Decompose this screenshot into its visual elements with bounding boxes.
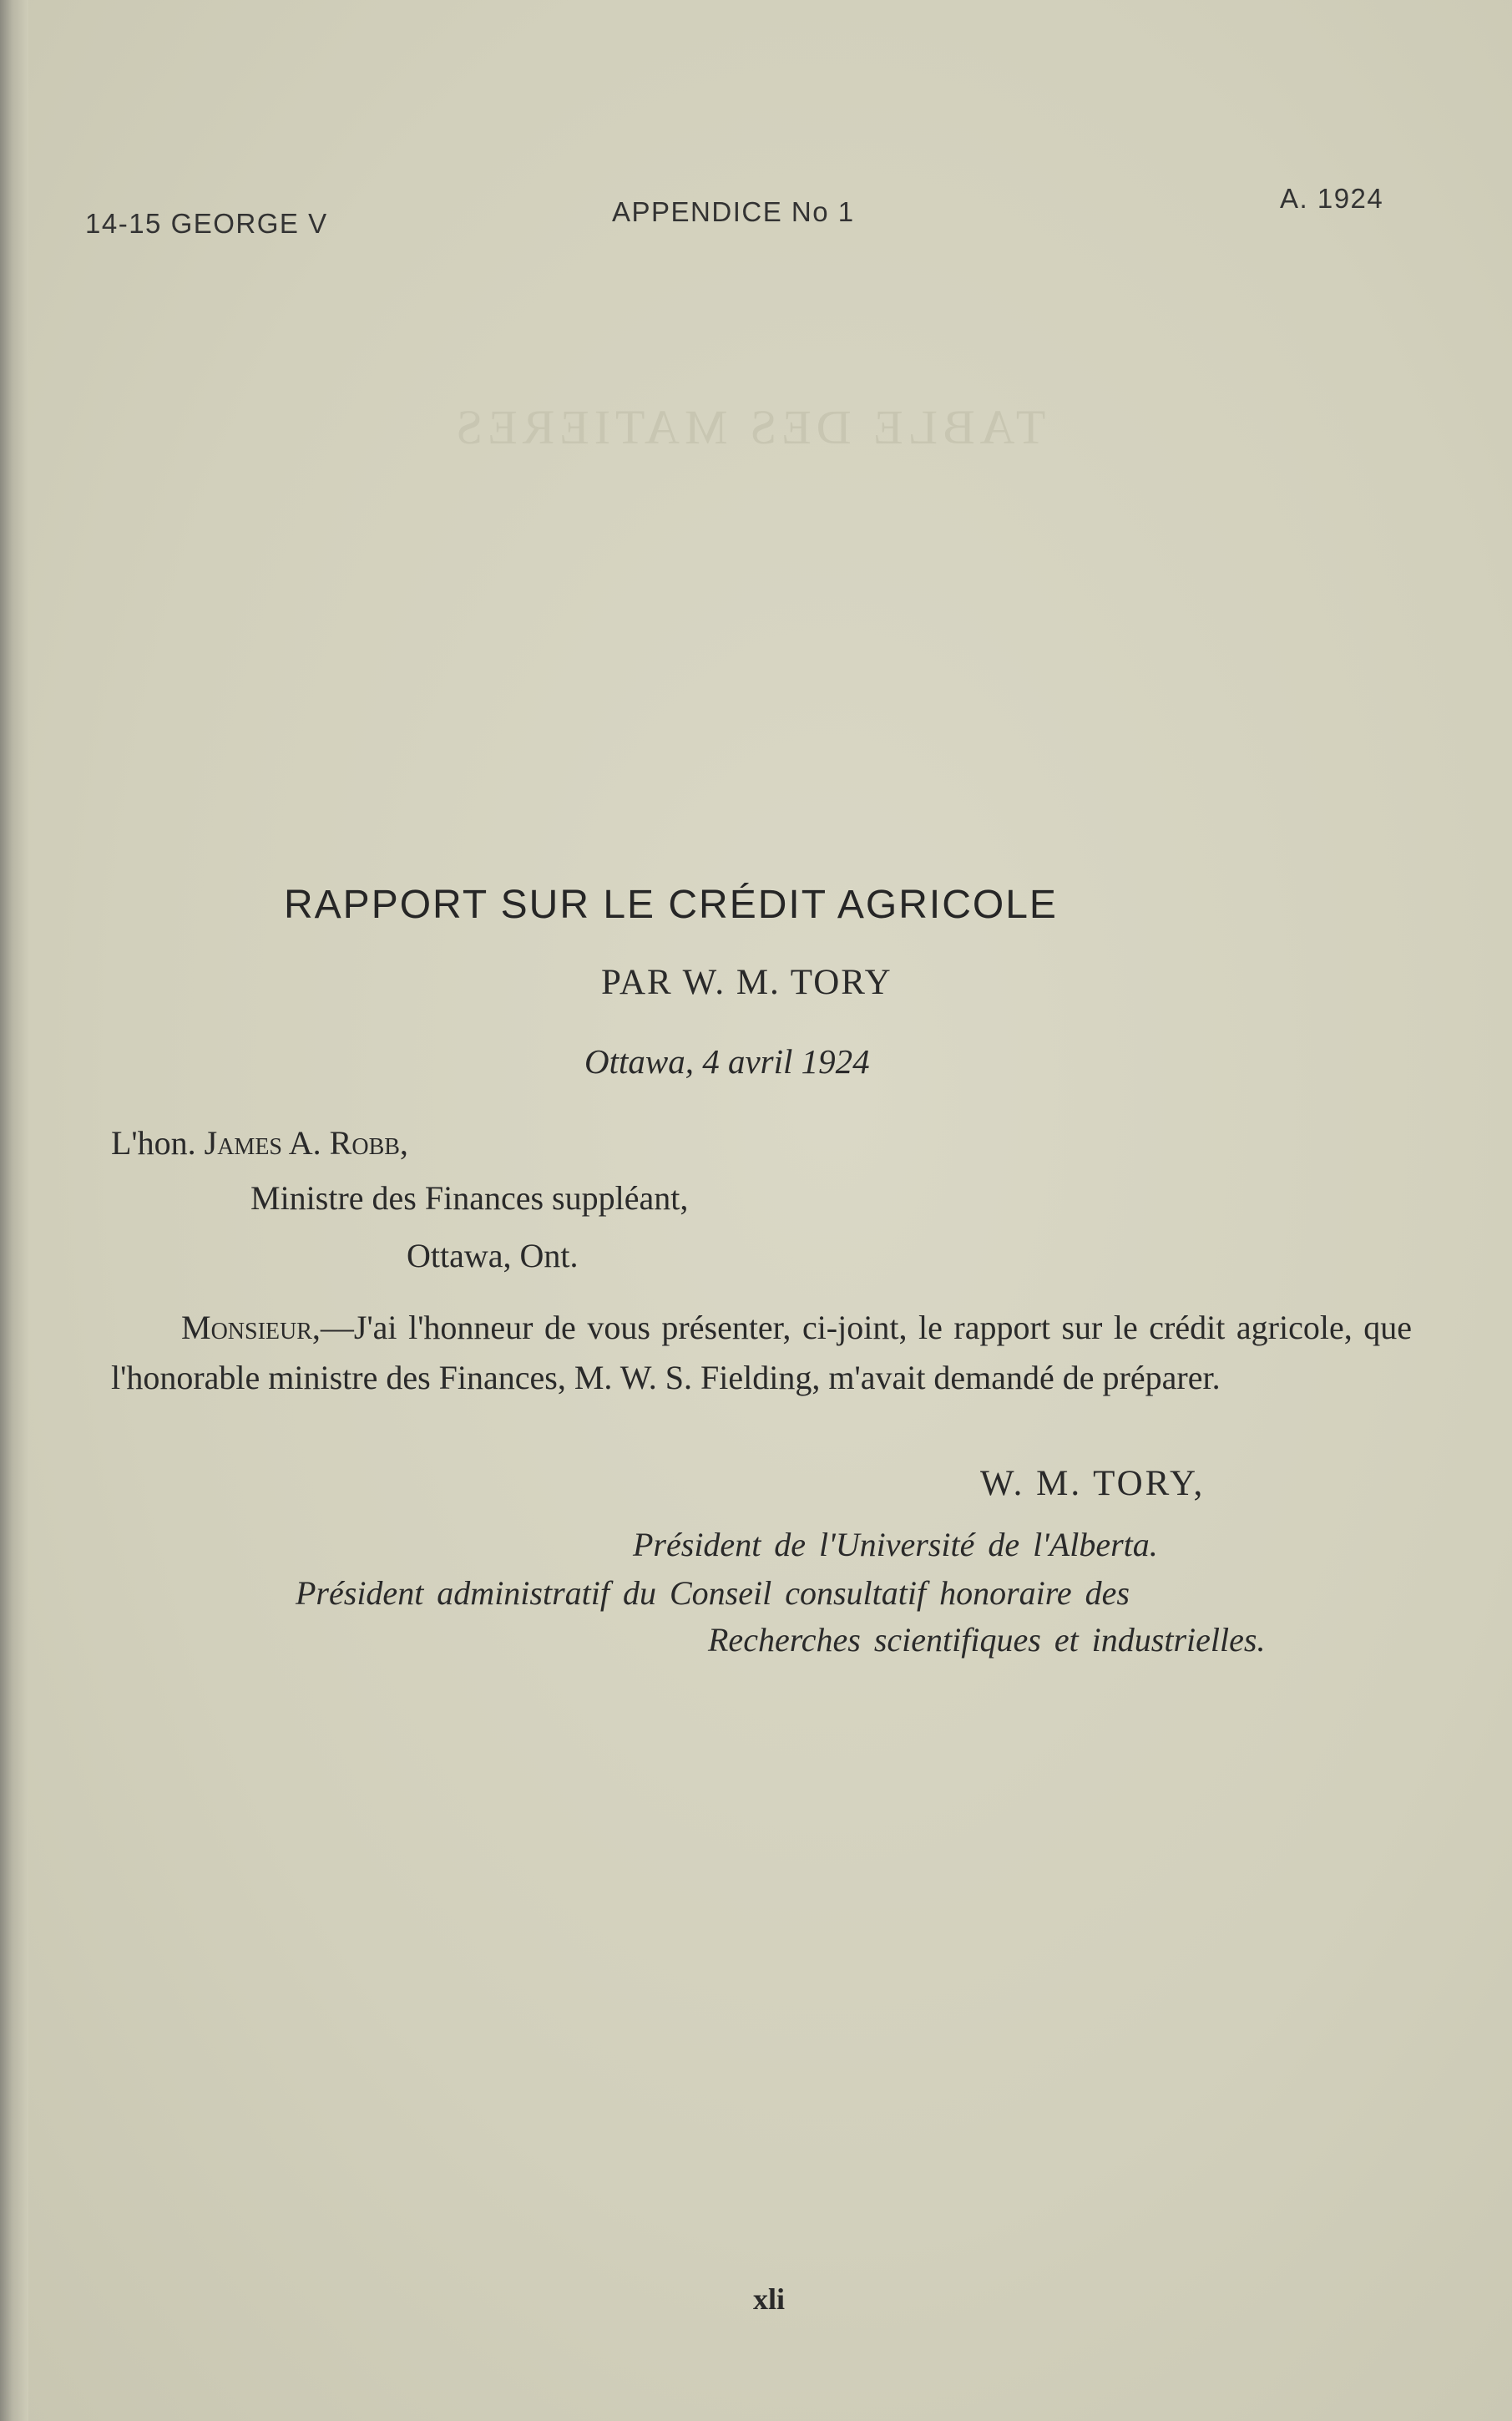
letter-body [111, 1303, 1412, 1403]
signature-role-2: Président administratif du Conseil consultatif honoraire des [296, 1574, 1130, 1612]
address-recipient [111, 1123, 408, 1162]
address-name: James A. Robb, [204, 1124, 408, 1162]
signature-name: W. M. TORY, [980, 1464, 1206, 1503]
show-through-text: TABLE DES MATIERES [451, 400, 1046, 454]
address-title: Ministre des Finances suppléant, [250, 1179, 689, 1217]
header-right: A. 1924 [1280, 183, 1384, 214]
letter-text: —J'ai l'honneur de vous présenter, ci-joint, le rapport sur le crédit agricole, que l'honorable ministre des Finances, M. W. S. Fielding, m'avait demandé de préparer. [111, 1309, 1412, 1396]
address-prefix: L'hon. [111, 1124, 205, 1162]
header-left: 14-15 GEORGE V [85, 208, 328, 239]
page-binding-edge [0, 0, 28, 2421]
address-city: Ottawa, Ont. [407, 1237, 579, 1274]
report-byline: PAR W. M. TORY [601, 963, 893, 1002]
signature-role-1: Président de l'Université de l'Alberta. [633, 1526, 1158, 1563]
report-title: RAPPORT SUR LE CRÉDIT AGRICOLE [284, 883, 1058, 927]
signature-role-3: Recherches scientifiques et industrielles. [708, 1621, 1266, 1659]
page-number: xli [753, 2282, 786, 2316]
letter-salutation: Monsieur, [181, 1309, 321, 1346]
header-center: APPENDICE No 1 [612, 196, 855, 227]
report-dateline: Ottawa, 4 avril 1924 [584, 1042, 870, 1081]
